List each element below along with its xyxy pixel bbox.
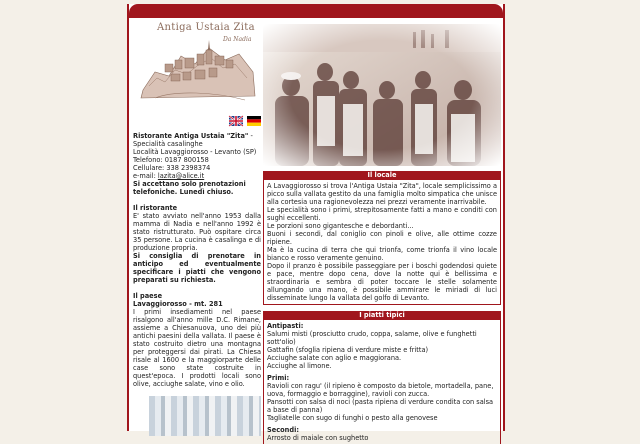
language-flags [229,116,261,126]
locale-paragraph: Dopo il pranzo è possibile passeggiare per i boschi godendosi quiete e pace, mentre dopo cena, dove la notte qui è bellissima e straordinaria e sembra di poter toccare le stelle solamente allungando una mano, è possibile ammirare le miriadi di luci disseminate lungo la vallata del golfo di Levanto. [267,262,497,302]
address: Località Lavaggiorosso - Levanto (SP) [133,148,257,156]
left-column [133,18,261,436]
menu-item: Ravioli con ragu' (il ripieno è composto da bietole, mortadella, pane, uova, formaggio e borraggine), ravioli con zucca. [267,382,494,398]
restaurant-name: Ristorante Antiga Ustaia "Zita" [133,132,249,140]
village-subtitle: Lavaggiorosso - mt. 281 [133,300,223,308]
menu-item: Salumi misti (prosciutto crudo, coppa, salame, olive e funghetti sott'olio) [267,330,477,346]
locale-paragraph: A Lavaggiorosso si trova l'Antiga Ustaia "Zita", locale semplicissimo a picco sulla vallata gestito da una famiglia molto simpatica che unisce alla cortesia una ragionevolezza nei prezzi veramente inarrivabile. [267,182,497,206]
menu-box [263,319,501,444]
locale-section [263,171,501,305]
menu-item: Gattafin (sfoglia ripiena di verdure miste e fritta) [267,346,429,354]
menu-item: Tagliatelle con sugo di funghi o pesto alla genovese [267,414,438,422]
menu-title: I piatti tipici [263,311,501,319]
village-title: Il paese [133,292,163,300]
menu-section [263,311,501,444]
restaurant-title: Il ristorante [133,204,178,212]
menu-item: Acciughe al limone. [267,362,332,370]
right-column [263,18,501,444]
logo-title: Antiga Ustaia Zita [157,22,255,33]
locale-box [263,179,501,305]
german-flag-icon[interactable] [247,116,261,126]
cell: Cellulare: 338 2398374 [133,164,211,172]
locale-paragraph: Ma è la cucina di terra che qui trionfa, come trionfa il vino locale bianco e rosso veramente genuino. [267,246,497,262]
locale-title: Il locale [263,171,501,179]
village-photo [149,396,261,436]
phone: Telefono: 0187 800158 [133,156,209,164]
locale-paragraph: Buoni i secondi, dal coniglio con pinoli e olive, alle ottime cozze ripiene. [267,230,497,246]
restaurant-text: E' stato avviato nell'anno 1953 dalla mamma di Nadia e nell'anno 1992 è stato ristrutturato. Può ospitare circa 35 persone. La cucina è casalinga e di produzione propria. [133,212,261,252]
primi-title: Primi: [267,374,290,382]
menu-item: Acciughe salate con aglio e maggiorana. [267,354,402,362]
booking-note: Si accettano solo prenotazioni telefoniche. Lunedì chiuso. [133,180,246,196]
top-bar [129,4,503,18]
email-label: e-mail: [133,172,158,180]
menu-item: Arrosto di maiale con sughetto [267,434,369,442]
locale-paragraph: Le specialità sono i primi, strepitosamente fatti a mano e conditi con sughi eccellenti. [267,206,497,222]
locale-paragraph: Le porzioni sono gigantesche e debordanti... [267,222,414,230]
menu-item: Pansotti con salsa di noci (pasta ripiena di verdure condita con salsa a base di panna) [267,398,494,414]
family-photo [263,24,501,166]
antipasti-title: Antipasti: [267,322,304,330]
specialty: - Specialità casalinghe [133,132,253,148]
logo-subtitle: Da Nadia [223,36,252,43]
secondi-title: Secondi: [267,426,299,434]
page-container [127,4,505,442]
village-text: I primi insediamenti nel paese risalgono all'anno mille D.C. Rimane, assieme a Chiesanuova, uno dei più antichi paesini della vallata. Il paese è stato costruito dietro una montagna per proteggersi dai pirati. La Chiesa risale al 1600 e la maggiorparte delle case sono state costruite in quest'epoca. I prodotti locali sono olive, acciughe salate, vino e olio. [133,308,261,388]
english-flag-icon[interactable] [229,116,243,126]
email-link[interactable]: lazita@alice.it [157,172,205,180]
logo [135,20,259,104]
restaurant-advice: Si consiglia di prenotare in anticipo ed eventualmente specificare i piatti che vengono preparati su richiesta. [133,252,261,284]
contact-info [133,132,261,196]
